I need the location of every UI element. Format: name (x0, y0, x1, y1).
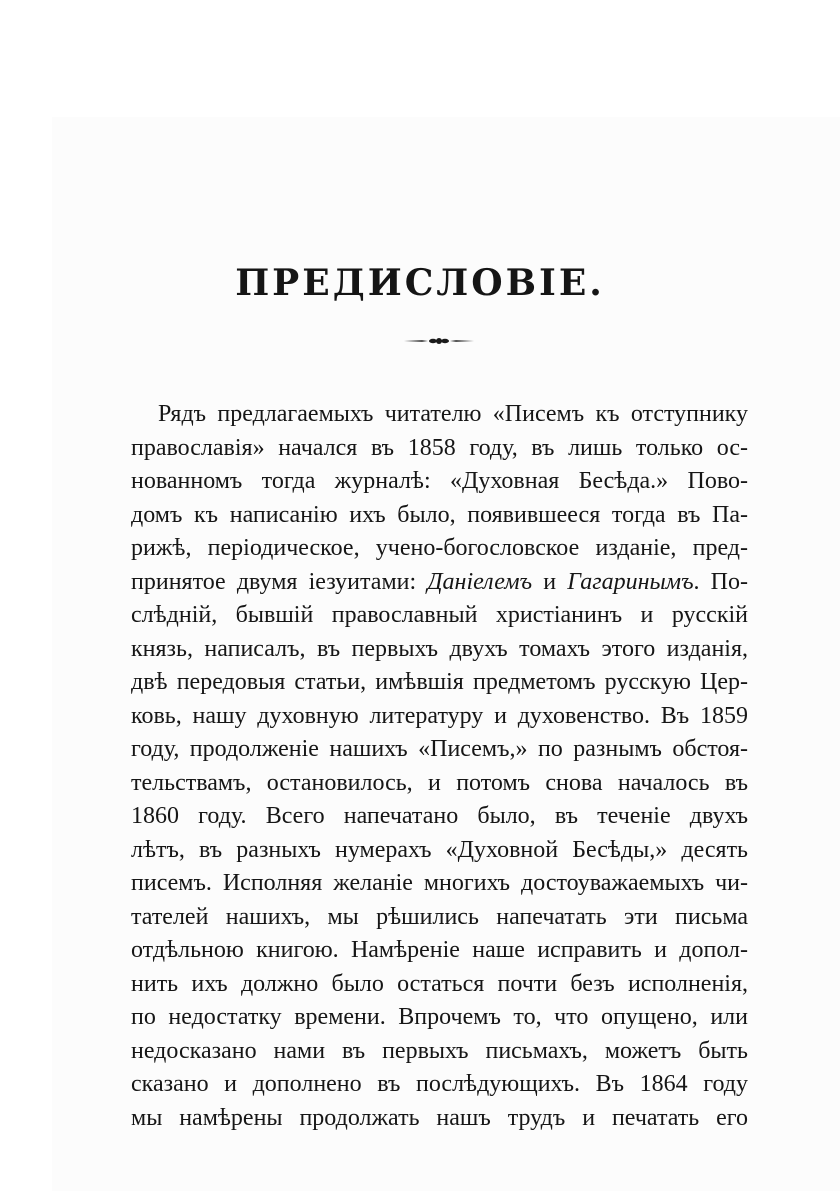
text-line: году, продолженіе нашихъ «Писемъ,» по разнымъ обстоя- (131, 736, 748, 762)
text-line: 1860 году. Всего напечатано было, въ теченіе двухъ (131, 803, 748, 829)
text-line: ковь, нашу духовную литературу и духовенство. Въ 1859 (131, 702, 748, 729)
text-line: недосказано нами въ первыхъ письмахъ, можетъ быть (131, 1037, 748, 1064)
text-line: нованномъ тогда журналѣ: «Духовная Бесѣда.» Пово- (131, 468, 748, 494)
text-line: князь, написалъ, въ первыхъ двухъ томахъ этого изданія, (131, 635, 748, 662)
italic-name-gagarinym: Гагаринымъ (567, 568, 694, 595)
text-line: двѣ передовыя статьи, имѣвшія предметомъ русскую Цер- (131, 669, 748, 695)
text-line: рижѣ, періодическое, учено-богословское изданіе, пред- (131, 535, 748, 561)
text-line: лѣтъ, въ разныхъ нумерахъ «Духовной Бесѣды,» десять (131, 836, 748, 863)
text-line: домъ къ написанію ихъ было, появившееся тогда въ Па- (131, 501, 748, 528)
text-line: по недостатку времени. Впрочемъ то, что опущено, или (131, 1004, 748, 1030)
text-line: сказано и дополнено въ послѣдующихъ. Въ 1864 году (131, 1071, 748, 1097)
text-line: тателей нашихъ, мы рѣшились напечатать эти письма (131, 903, 748, 930)
text-line: православія» начался въ 1858 году, въ лишь только ос- (131, 434, 748, 461)
page-title: ПРЕДИСЛОВIЕ. (235, 262, 605, 304)
text-line: слѣдній, бывшій православный христіанинъ и русскій (131, 602, 748, 628)
text-line: отдѣльною книгою. Намѣреніе наше исправить и допол- (131, 937, 748, 963)
text-line: принятое двумя іезуитами: Даніелемъ и Гагаринымъ. По- (131, 568, 748, 595)
text-line: Рядъ предлагаемыхъ читателю «Писемъ къ отступнику (158, 401, 748, 427)
text-line: писемъ. Исполняя желаніе многихъ достоуважаемыхъ чи- (131, 870, 748, 896)
text-line: тельствамъ, остановилось, и потомъ снова началось въ (131, 769, 748, 796)
ornament-divider-icon (404, 333, 474, 349)
italic-name-danielem: Даніелемъ (427, 568, 533, 595)
preface-text (131, 398, 748, 1135)
text-line: нить ихъ должно было остаться почти безъ исполненія, (131, 970, 748, 997)
text-line: мы намѣрены продолжать нашъ трудъ и печатать его (131, 1104, 748, 1131)
